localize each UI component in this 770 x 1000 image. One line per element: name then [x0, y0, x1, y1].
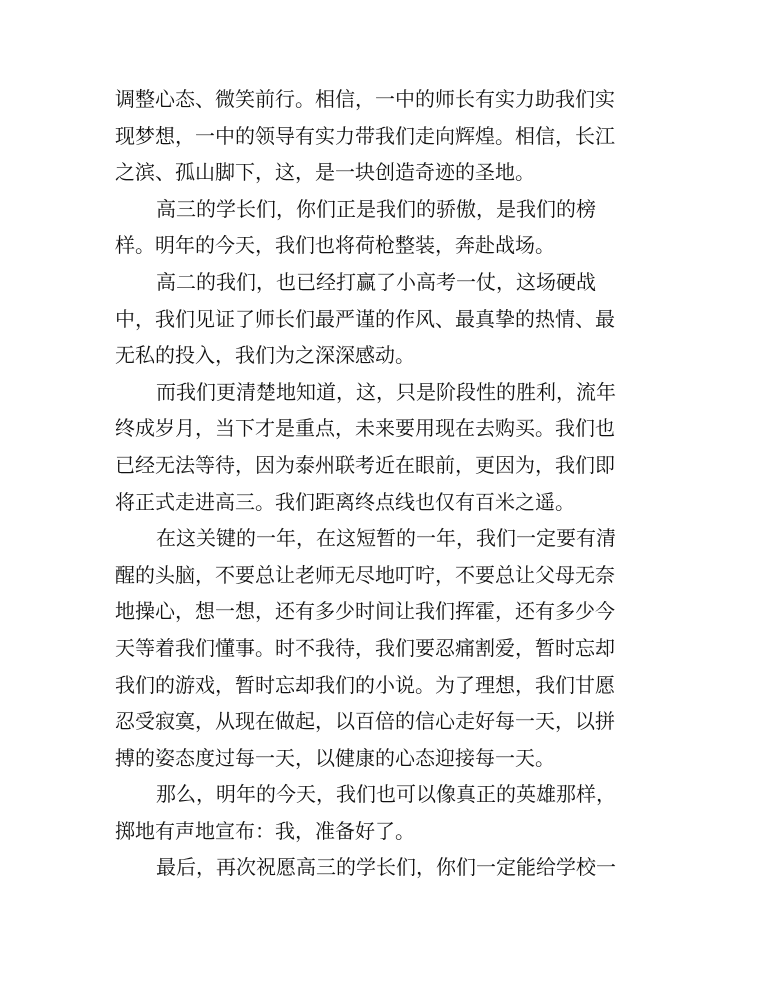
text-line: 而我们更清楚地知道，这，只是阶段性的胜利，流年 — [156, 379, 616, 404]
text-line: 样。明年的今天，我们也将荷枪整装，奔赴战场。 — [115, 233, 555, 258]
text-line: 之滨、孤山脚下，这，是一块创造奇迹的圣地。 — [115, 160, 535, 185]
text-line: 我们的游戏，暂时忘却我们的小说。为了理想，我们甘愿 — [115, 672, 615, 697]
text-line: 高三的学长们，你们正是我们的骄傲，是我们的榜 — [156, 196, 596, 221]
text-line: 已经无法等待，因为泰州联考近在眼前，更因为，我们即 — [115, 452, 615, 477]
text-line: 那么，明年的今天，我们也可以像真正的英雄那样， — [156, 782, 616, 807]
text-line: 无私的投入，我们为之深深感动。 — [115, 343, 415, 368]
text-line: 现梦想，一中的领导有实力带我们走向辉煌。相信，长江 — [115, 123, 615, 148]
text-line: 终成岁月，当下才是重点，未来要用现在去购买。我们也 — [115, 416, 615, 441]
text-line: 地操心，想一想，还有多少时间让我们挥霍，还有多少今 — [115, 599, 615, 624]
text-line: 忍受寂寞，从现在做起，以百倍的信心走好每一天，以拼 — [115, 709, 615, 734]
text-line: 天等着我们懂事。时不我待，我们要忍痛割爱，暂时忘却 — [115, 635, 615, 660]
text-line: 调整心态、微笑前行。相信，一中的师长有实力助我们实 — [115, 87, 615, 111]
text-line: 高二的我们，也已经打赢了小高考一仗，这场硬战 — [156, 269, 596, 294]
text-line: 搏的姿态度过每一天，以健康的心态迎接每一天。 — [115, 745, 555, 770]
text-line: 在这关键的一年，在这短暂的一年，我们一定要有清 — [156, 526, 616, 551]
text-line: 中，我们见证了师长们最严谨的作风、最真挚的热情、最 — [115, 306, 615, 331]
text-line: 醒的头脑，不要总让老师无尽地叮咛，不要总让父母无奈 — [115, 562, 615, 587]
text-line: 最后，再次祝愿高三的学长们，你们一定能给学校一 — [156, 855, 616, 880]
text-line: 将正式走进高三。我们距离终点线也仅有百米之遥。 — [115, 489, 575, 514]
text-line: 掷地有声地宣布：我，准备好了。 — [115, 818, 415, 843]
document-body — [115, 81, 645, 886]
